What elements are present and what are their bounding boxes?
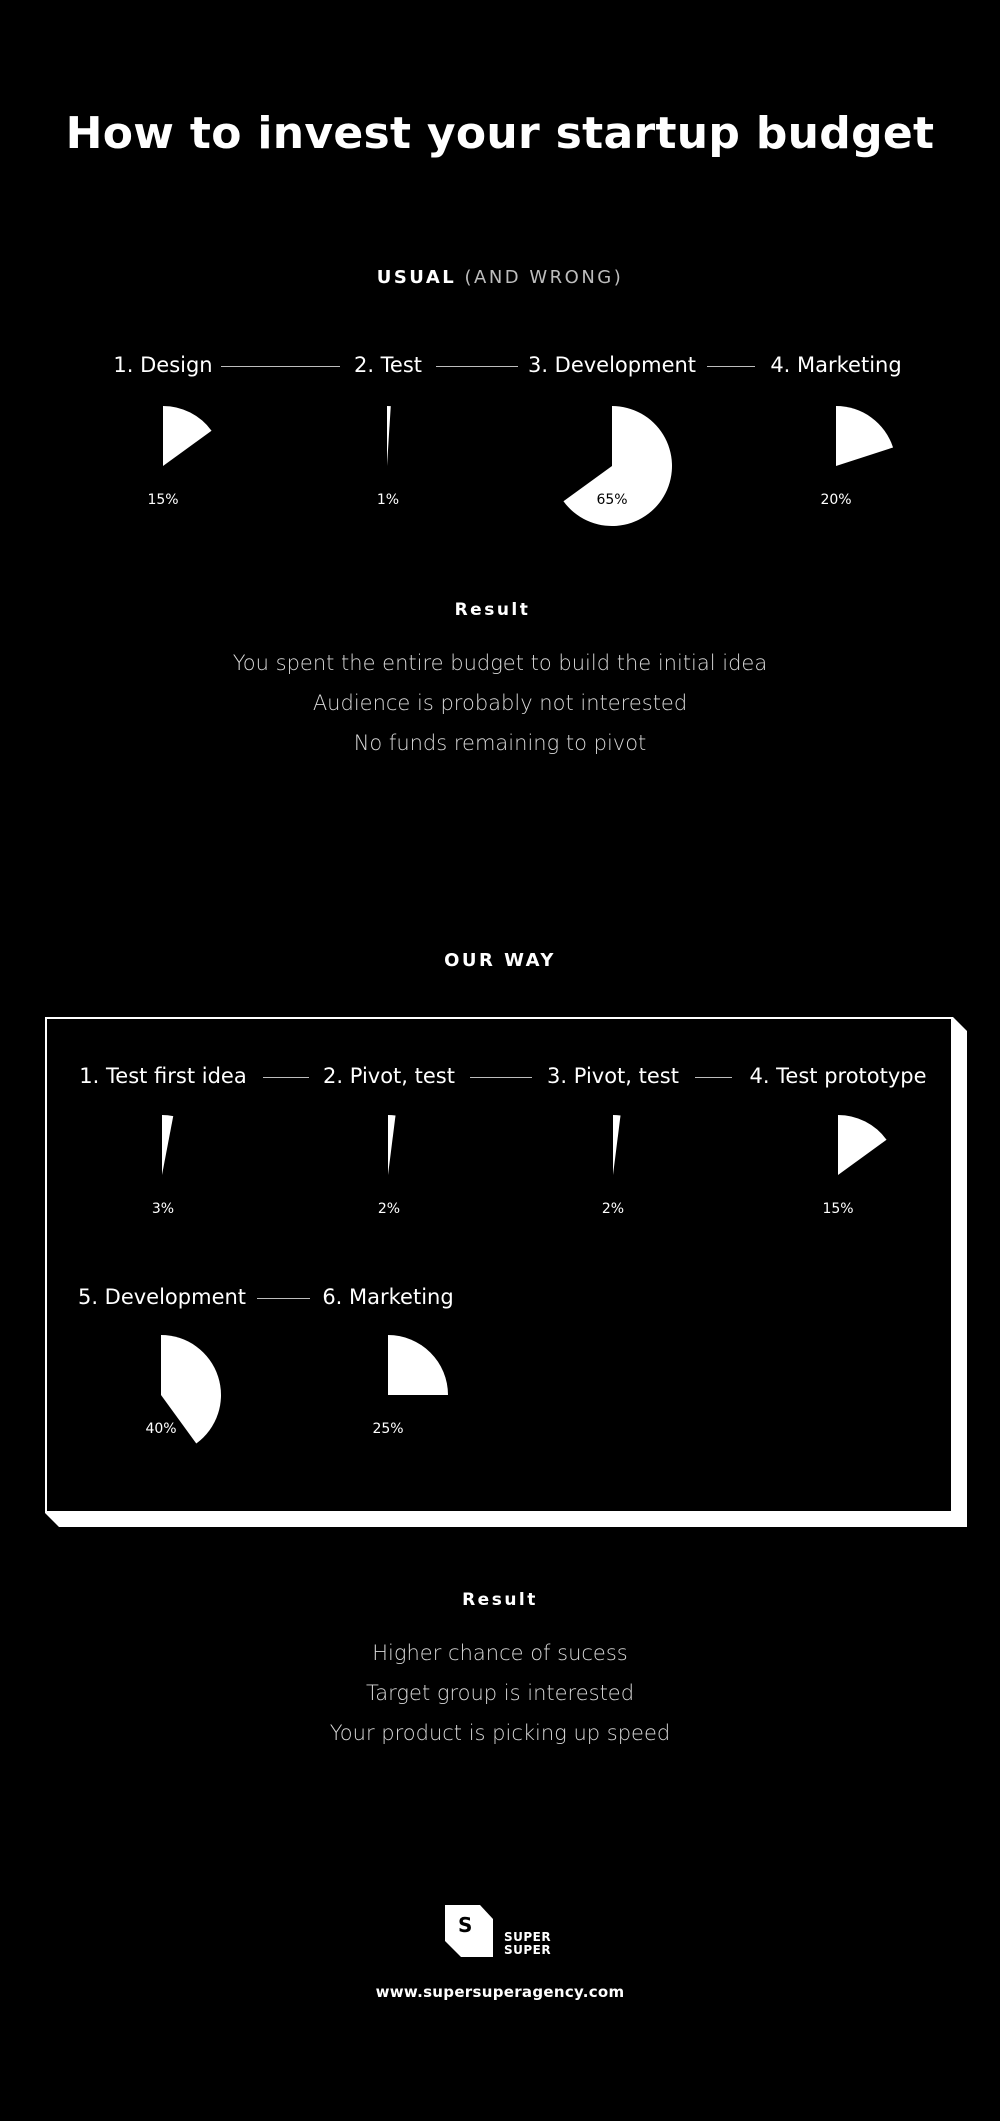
our-step-3-label: 3. Pivot, test — [547, 1064, 679, 1088]
usual-result-line-2: Audience is probably not interested — [312, 691, 688, 715]
usual-pie-test — [387, 406, 397, 526]
usual-pct-development: 65% — [596, 492, 628, 508]
usual-pct-test: 1% — [376, 492, 400, 508]
our-result-line-3: Your product is picking up speed — [329, 1721, 671, 1745]
usual-pct-marketing: 20% — [820, 492, 852, 508]
our-pct-1: 3% — [151, 1201, 175, 1217]
our-pct-4: 15% — [822, 1201, 854, 1217]
pie-wedge — [836, 406, 893, 466]
usual-pie-development — [552, 406, 682, 536]
our-pct-5: 40% — [145, 1421, 177, 1437]
usual-connector-1 — [221, 366, 340, 367]
usual-step-test-label: 2. Test — [353, 353, 423, 377]
usual-connector-2 — [436, 366, 518, 367]
logo-mark: S — [458, 1913, 473, 1937]
usual-result-line-3: No funds remaining to pivot — [353, 731, 647, 755]
our-connector-2 — [470, 1077, 532, 1078]
our-pie-1 — [162, 1115, 192, 1235]
page-title: How to invest your startup budget — [65, 108, 935, 159]
logo-wordmark — [504, 1931, 551, 1957]
usual-pct-design: 15% — [147, 492, 179, 508]
our-result-line-1: Higher chance of sucess — [372, 1641, 628, 1665]
pie-wedge — [162, 1115, 173, 1175]
website-link[interactable]: www.supersuperagency.com — [375, 1983, 625, 2001]
logo-line-1: SUPER — [504, 1930, 552, 1944]
our-pct-2: 2% — [377, 1201, 401, 1217]
usual-step-marketing-label: 4. Marketing — [770, 353, 902, 377]
our-way-heading — [0, 950, 1000, 971]
usual-step-design-label: 1. Design — [113, 353, 213, 377]
pie-wedge — [387, 406, 391, 466]
our-step-4-label: 4. Test prototype — [749, 1064, 927, 1088]
pie-wedge — [838, 1115, 887, 1175]
our-pie-5 — [161, 1335, 231, 1455]
our-pie-2 — [388, 1115, 408, 1235]
our-pct-6: 25% — [372, 1421, 404, 1437]
usual-connector-3 — [707, 366, 755, 367]
pie-wedge — [163, 406, 212, 466]
our-connector-3 — [695, 1077, 732, 1078]
pie-wedge — [388, 1335, 448, 1395]
usual-step-development-label: 3. Development — [527, 353, 697, 377]
pie-wedge — [563, 406, 672, 526]
our-step-1-label: 1. Test first idea — [79, 1064, 247, 1088]
usual-pie-marketing — [836, 406, 911, 526]
our-pie-4 — [838, 1115, 913, 1235]
usual-heading-muted: (AND WRONG) — [464, 267, 624, 288]
usual-heading — [0, 267, 1000, 288]
our-connector-4 — [257, 1298, 310, 1299]
our-pie-6 — [388, 1335, 458, 1455]
our-pct-3: 2% — [601, 1201, 625, 1217]
our-step-2-label: 2. Pivot, test — [323, 1064, 455, 1088]
usual-result-line-1: You spent the entire budget to build the initial idea — [232, 651, 768, 675]
our-step-6-label: 6. Marketing — [322, 1285, 454, 1309]
usual-pie-design — [163, 406, 238, 526]
usual-result-label: Result — [454, 600, 531, 620]
our-connector-1 — [263, 1077, 309, 1078]
logo-line-2: SUPER — [504, 1943, 552, 1957]
our-way-heading-text: OUR WAY — [444, 950, 556, 971]
our-result-label: Result — [462, 1590, 538, 1610]
our-pie-3 — [613, 1115, 633, 1235]
usual-heading-bold: USUAL — [376, 267, 457, 288]
pie-wedge — [388, 1115, 396, 1175]
our-result-line-2: Target group is interested — [365, 1681, 635, 1705]
our-step-5-label: 5. Development — [77, 1285, 247, 1309]
pie-wedge — [613, 1115, 621, 1175]
